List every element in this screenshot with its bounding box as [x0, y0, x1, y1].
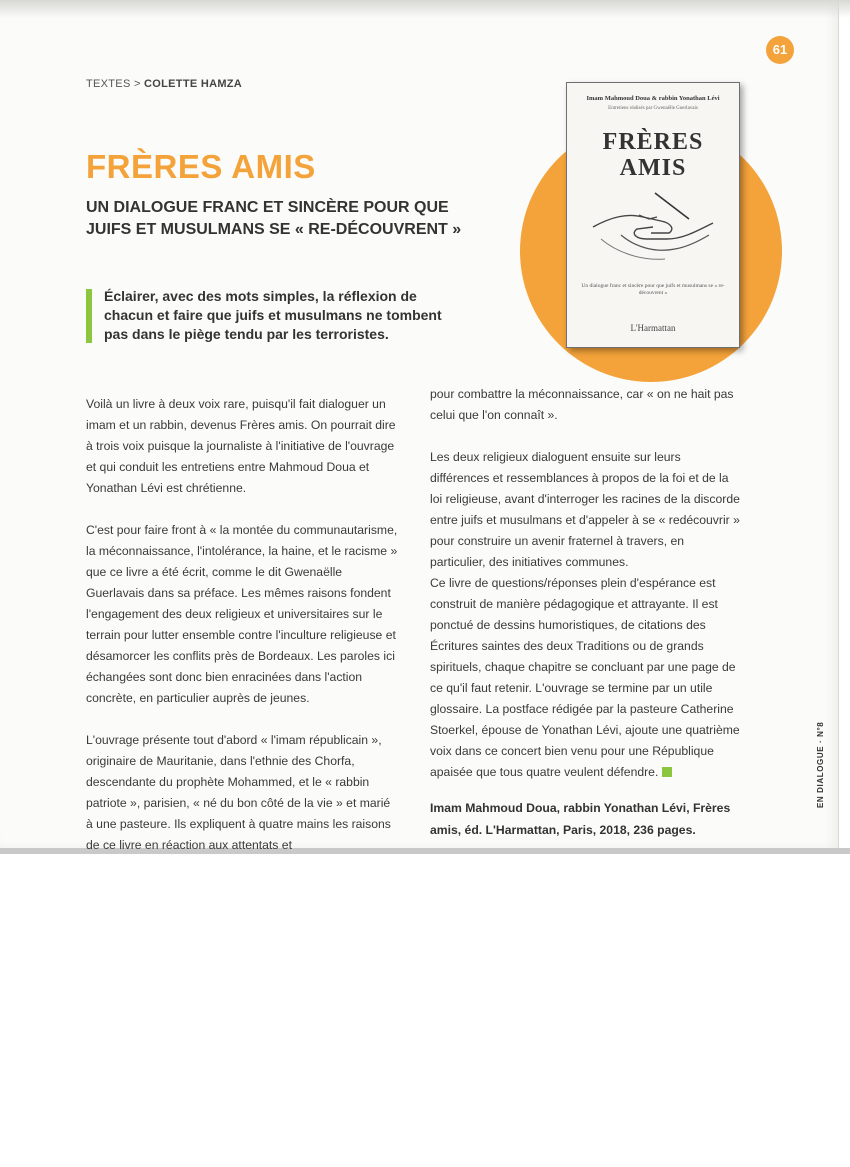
book-publisher: L'Harmattan — [630, 323, 676, 333]
article-lead: Éclairer, avec des mots simples, la réflexion de chacun et faire que juifs et musulmans ne tombent pas dans le piège tendu par les terroristes. — [104, 288, 442, 342]
magazine-issue-tag: EN DIALOGUE · N°8 — [816, 721, 825, 808]
paragraph: Voilà un livre à deux voix rare, puisqu'il fait dialoguer un imam et un rabbin, devenus Frères amis. On pourrait dire à trois voix puisque la journaliste à l'initiative de l'ouvrage et qui conduit les entretiens entre Mahmoud Doua et Yonathan Lévi est chrétienne. — [86, 397, 396, 495]
book-title-line2: AMIS — [619, 155, 687, 181]
lead-accent-bar — [86, 289, 92, 343]
breadcrumb-separator: > — [133, 78, 141, 90]
book-tagline: Un dialogue franc et sincère pour que juifs et musulmans se « re-découvrent » — [581, 283, 725, 296]
scan-shadow — [0, 0, 850, 18]
left-column — [86, 394, 398, 856]
paragraph: C'est pour faire front à « la montée du communautarisme, la méconnaissance, l'intolérance, la haine, et le racisme » que ce livre a été écrit, comme le dit Gwenaëlle Guerlavais dans sa préface. Les mêmes raisons fondent l'engagement des deux religieux et universitaires sur le terrain pour lutter ensemble contre l'inculture religieuse et désamorcer les conflits près de Bordeaux. Les paroles ici échangées sont donc bien enracinées dans l'action concrète, en particulier auprès de jeunes. — [86, 523, 398, 705]
paragraph: Les deux religieux dialoguent ensuite sur leurs différences et ressemblances à propos de la foi et de la loi religieuse, avant d'interroger les racines de la discorde entre juifs et musulmans et d'appeler à se « redécouvrir » pour construire un avenir fraternel à travers, en particulier, des initiatives communes. — [430, 450, 740, 569]
paragraph — [430, 573, 742, 783]
paragraph: L'ouvrage présente tout d'abord « l'imam républicain », originaire de Mauritanie, dans l'ethnie des Chorfa, descendante du prophète Mohammed, et le « rabbin patriote », parisien, « né du bon côté de la vie » et marié à une pasteure. Ils expliquent à quatre mains les raisons de ce livre en réaction aux attentats et — [86, 733, 391, 852]
scan-background — [0, 854, 850, 1167]
article-title: FRÈRES AMIS — [86, 148, 316, 185]
book-authors: Imam Mahmoud Doua & rabbin Yonathan Lévi — [586, 95, 720, 102]
book-preface-credit: Entretiens réalisés par Gwenaëlle Guerlavais — [608, 106, 698, 111]
breadcrumb-author: COLETTE HAMZA — [144, 78, 243, 90]
book-credit: Imam Mahmoud Doua, rabbin Yonathan Lévi, Frères amis, éd. L'Harmattan, Paris, 2018, 236 pages. — [430, 801, 731, 837]
article-subtitle: UN DIALOGUE FRANC ET SINCÈRE POUR QUE JUIFS ET MUSULMANS SE « RE-DÉCOUVRENT » — [86, 199, 462, 238]
right-column — [430, 384, 742, 841]
breadcrumb — [86, 78, 242, 90]
breadcrumb-section: TEXTES — [86, 78, 131, 90]
book-cover — [566, 82, 740, 348]
book-title-line1: FRÈRES — [602, 129, 704, 155]
paragraph: pour combattre la méconnaissance, car « on ne hait pas celui que l'on connaît ». — [430, 387, 734, 422]
page-number: 61 — [766, 36, 794, 64]
book-title — [567, 129, 739, 181]
paragraph-text: Ce livre de questions/réponses plein d'espérance est construit de manière pédagogique et attrayante. Il est ponctué de dessins humoristiques, de citations des Écritures saintes des deux Traditions ou de grands spirituels, chaque chapitre se concluant par une page de ce qu'il faut retenir. L'ouvrage se termine par un utile glossaire. La postface rédigée par la pasteure Catherine Stoerkel, épouse de Yonathan Lévi, ajoute une quatrième voix dans ce concert bien venu pour une République apaisée que tous quatre veulent défendre. — [430, 576, 740, 779]
handshake-illustration — [591, 187, 715, 267]
end-mark-icon — [662, 767, 672, 777]
